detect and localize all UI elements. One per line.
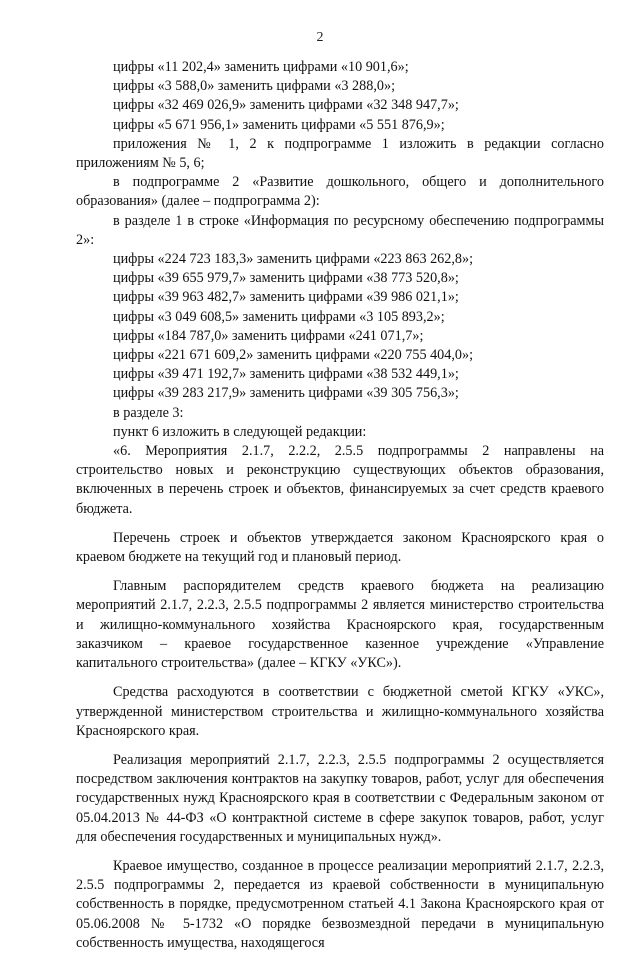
replace-line: цифры «184 787,0» заменить цифрами «241 071,7»; <box>113 327 424 344</box>
replace-line: цифры «39 471 192,7» заменить цифрами «38 532 449,1»; <box>113 366 459 383</box>
paragraph-property: Краевое имущество, созданное в процессе реализации мероприятий 2.1.7, 2.2.3, 2.5.5 подпрограммы 2, передается из краевой собственности в муниципальную собственность в порядке, предусмотренном статьей 4.1 Закона Красноярского края от 05.06.2008 № 5-1732 «О порядке безвозмездной передачи в муниципальную собственность имущества, находящегося <box>76 857 604 951</box>
replace-line: цифры «3 588,0» заменить цифрами «3 288,0»; <box>113 78 396 95</box>
replace-line: цифры «39 963 482,7» заменить цифрами «39 986 021,1»; <box>113 289 459 306</box>
replace-line: цифры «11 202,4» заменить цифрами «10 901,6»; <box>113 59 409 75</box>
replace-line: цифры «221 671 609,2» заменить цифрами «220 755 404,0»; <box>113 347 474 364</box>
paragraph-funds: Средства расходуются в соответствии с бюджетной сметой КГКУ «УКС», утвержденной министерством строительства и жилищно-коммунального хозяйства Красноярского края. <box>76 684 604 739</box>
paragraph-implementation: Реализация мероприятий 2.1.7, 2.2.3, 2.5.5 подпрограммы 2 осуществляется посредством заключения контрактов на закупку товаров, работ, услуг для обеспечения государственных нужд Красноярского края в соответствии с Федеральным законом от 05.04.2013 № 44-ФЗ «О контрактной системе в сфере закупок товаров, работ, услуг для обеспечения государственных и муниципальных нужд». <box>76 751 604 845</box>
document-body <box>76 58 604 953</box>
replace-line: цифры «5 671 956,1» заменить цифрами «5 551 876,9»; <box>113 116 445 133</box>
replace-line: цифры «3 049 608,5» заменить цифрами «3 105 893,2»; <box>113 308 445 325</box>
replace-line: цифры «39 283 217,9» заменить цифрами «39 305 756,3»; <box>113 385 459 402</box>
replace-line: цифры «39 655 979,7» заменить цифрами «38 773 520,8»; <box>113 270 459 287</box>
paragraph-appendix: приложения № 1, 2 к подпрограмме 1 изложить в редакции согласно приложениям № 5, 6; <box>76 135 604 172</box>
paragraph-item-6: «6. Мероприятия 2.1.7, 2.2.2, 2.5.5 подпрограммы 2 направлены на строительство новых и реконструкцию существующих объектов образования, включенных в перечень строек и объектов, финансируемых за счет средств краевого бюджета. <box>76 443 604 517</box>
replace-line: цифры «224 723 183,3» заменить цифрами «223 863 262,8»; <box>113 251 474 268</box>
item-6-line: пункт 6 изложить в следующей редакции: <box>113 423 367 440</box>
paragraph-main-manager: Главным распорядителем средств краевого бюджета на реализацию мероприятий 2.1.7, 2.2.3, 2.5.5 подпрограммы 2 является министерство строительства и жилищно-коммунального хозяйства Красноярского края, государственным заказчиком – краевое государственное казенное учреждение «Управление капитального строительства» (далее – КГКУ «УКС»). <box>76 578 604 672</box>
paragraph-section-1: в разделе 1 в строке «Информация по ресурсному обеспечению подпрограммы 2»: <box>76 212 604 248</box>
paragraph-subprogram-2: в подпрограмме 2 «Развитие дошкольного, общего и дополнительного образования» (далее – подпрограмма 2): <box>76 174 604 210</box>
section-3-line: в разделе 3: <box>113 404 184 421</box>
page-number: 2 <box>316 30 324 45</box>
replace-line: цифры «32 469 026,9» заменить цифрами «32 348 947,7»; <box>113 97 459 114</box>
paragraph-list-approved: Перечень строек и объектов утверждается законом Красноярского края о краевом бюджете на текущий год и плановый период. <box>76 529 604 566</box>
